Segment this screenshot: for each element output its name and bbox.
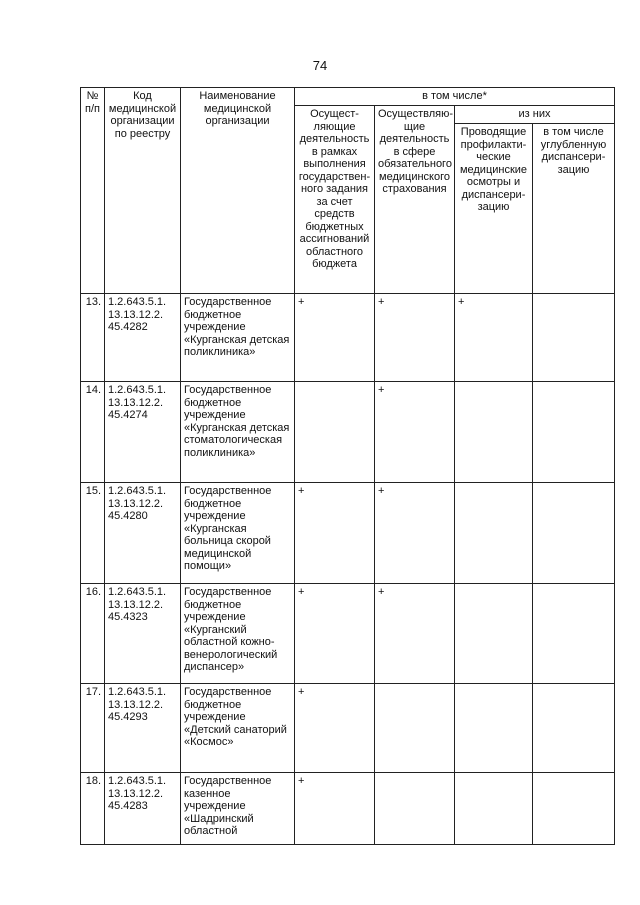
- row-code: 1.2.643.5.1. 13.13.12.2. 45.4274: [105, 382, 181, 483]
- header-num: № п/п: [81, 88, 105, 294]
- row-deep: [533, 684, 615, 773]
- row-deep: [533, 584, 615, 684]
- page-number: 74: [312, 58, 328, 73]
- row-name: Государственное бюджетное учреждение «Детский санаторий «Космос»: [181, 684, 295, 773]
- row-budget: +: [295, 294, 375, 382]
- row-prof: [455, 773, 533, 845]
- row-oms: +: [375, 483, 455, 584]
- row-oms: +: [375, 584, 455, 684]
- row-deep: [533, 294, 615, 382]
- row-code: 1.2.643.5.1. 13.13.12.2. 45.4280: [105, 483, 181, 584]
- header-code: Код медицинской организации по реестру: [105, 88, 181, 294]
- header-name: Наименование медицинской организации: [181, 88, 295, 294]
- row-budget: +: [295, 584, 375, 684]
- row-name: Государственное казенное учреждение «Шадринский областной: [181, 773, 295, 845]
- row-num: 18.: [81, 773, 105, 845]
- row-prof: +: [455, 294, 533, 382]
- row-budget: [295, 382, 375, 483]
- row-name: Государственное бюджетное учреждение «Курганская детская поликлиника»: [181, 294, 295, 382]
- row-num: 17.: [81, 684, 105, 773]
- header-oms: Осуществляю-щие деятельность в сфере обязательного медицинского страхования: [375, 106, 455, 294]
- header-incl: в том числе*: [295, 88, 615, 106]
- header-deep: в том числе углубленную диспансери-зацию: [533, 124, 615, 294]
- row-budget: +: [295, 684, 375, 773]
- row-num: 13.: [81, 294, 105, 382]
- row-num: 14.: [81, 382, 105, 483]
- header-row-1: [81, 88, 615, 106]
- row-name: Государственное бюджетное учреждение «Курганская детская стоматологическая поликлиника»: [181, 382, 295, 483]
- row-num: 16.: [81, 584, 105, 684]
- table-row: [81, 684, 615, 773]
- row-name: Государственное бюджетное учреждение «Курганская больница скорой медицинской помощи»: [181, 483, 295, 584]
- organizations-table: [80, 87, 615, 845]
- row-deep: [533, 382, 615, 483]
- table-row: [81, 773, 615, 845]
- row-oms: +: [375, 294, 455, 382]
- row-code: 1.2.643.5.1. 13.13.12.2. 45.4282: [105, 294, 181, 382]
- table-row: [81, 584, 615, 684]
- row-budget: +: [295, 483, 375, 584]
- row-code: 1.2.643.5.1. 13.13.12.2. 45.4293: [105, 684, 181, 773]
- row-code: 1.2.643.5.1. 13.13.12.2. 45.4283: [105, 773, 181, 845]
- row-deep: [533, 483, 615, 584]
- table-row: [81, 483, 615, 584]
- row-prof: [455, 584, 533, 684]
- row-oms: [375, 773, 455, 845]
- row-code: 1.2.643.5.1. 13.13.12.2. 45.4323: [105, 584, 181, 684]
- row-oms: [375, 684, 455, 773]
- table-row: [81, 382, 615, 483]
- row-name: Государственное бюджетное учреждение «Курганский областной кожно-венерологический диспансер»: [181, 584, 295, 684]
- row-prof: [455, 382, 533, 483]
- row-prof: [455, 684, 533, 773]
- header-prof: Проводящие профилакти-ческие медицинские осмотры и диспансери-зацию: [455, 124, 533, 294]
- header-budget: Осущест-ляющие деятельность в рамках выполнения государствен-ного задания за счет средств бюджетных ассигнований областного бюджета: [295, 106, 375, 294]
- header-of-them: из них: [455, 106, 615, 124]
- row-oms: +: [375, 382, 455, 483]
- row-budget: +: [295, 773, 375, 845]
- table-row: [81, 294, 615, 382]
- row-num: 15.: [81, 483, 105, 584]
- row-deep: [533, 773, 615, 845]
- row-prof: [455, 483, 533, 584]
